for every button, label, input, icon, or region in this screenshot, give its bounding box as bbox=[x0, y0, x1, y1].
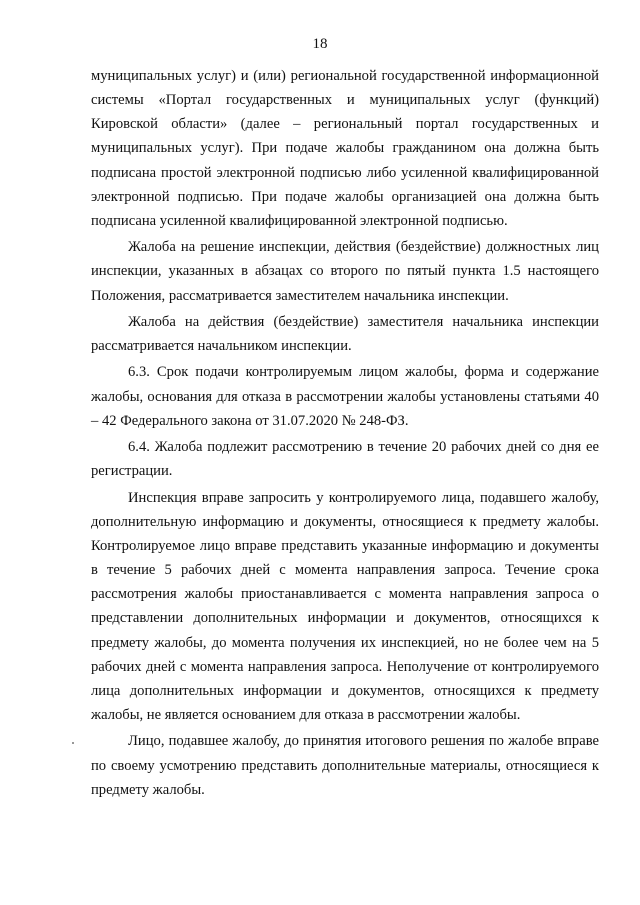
paragraph-portal-signature: муниципальных услуг) и (или) региональной государственной информационной системы «Портал государственных и муниципальных услуг (функций) Кировской области» (далее – региональный портал государственных и муниципальных услуг). При подаче жалобы гражданином она должна быть подписана простой электронной подписью либо усиленной квалифицированной электронной подписью. При подаче жалобы организацией она должна быть подписана усиленной квалифицированной электронной подписью. bbox=[91, 68, 599, 229]
paragraph-6-3: 6.3. Срок подачи контролируемым лицом жалобы, форма и содержание жалобы, основания для отказа в рассмотрении жалобы установлены статьями 40 – 42 Федерального закона от 31.07.2020 № 248-ФЗ. bbox=[91, 364, 599, 429]
document-body bbox=[91, 64, 599, 804]
paragraph-additional-information: Инспекция вправе запросить у контролируемого лица, подавшего жалобу, дополнительную информацию и документы, относящиеся к предмету жалобы. Контролируемое лицо вправе представить указанные информацию и документы в течение 5 рабочих дней с момента направления запроса. Течение срока рассмотрения жалобы приостанавливается с момента направления запроса о представлении дополнительных информации и документов, относящихся к предмету жалобы, до момента получения их инспекцией, но не более чем на 5 рабочих дней с момента направления запроса. Неполучение от контролируемого лица дополнительных информации и документов, относящихся к предмету жалобы, не является основанием для отказа в рассмотрении жалобы. bbox=[91, 489, 599, 723]
scan-speck bbox=[72, 742, 74, 744]
paragraph-6-4: 6.4. Жалоба подлежит рассмотрению в течение 20 рабочих дней со дня ее регистрации. bbox=[91, 439, 599, 480]
page-number: 18 bbox=[312, 36, 328, 52]
paragraph-additional-materials: Лицо, подавшее жалобу, до принятия итогового решения по жалобе вправе по своему усмотрению представить дополнительные материалы, относящиеся к предмету жалобы. bbox=[91, 733, 599, 798]
paragraph-complaint-head: Жалоба на действия (бездействие) заместителя начальника инспекции рассматривается начальником инспекции. bbox=[91, 313, 599, 355]
paragraph-complaint-deputy: Жалоба на решение инспекции, действия (бездействие) должностных лиц инспекции, указанных в абзацах со второго по пятый пункта 1.5 настоящего Положения, рассматривается заместителем начальника инспекции. bbox=[91, 239, 599, 304]
